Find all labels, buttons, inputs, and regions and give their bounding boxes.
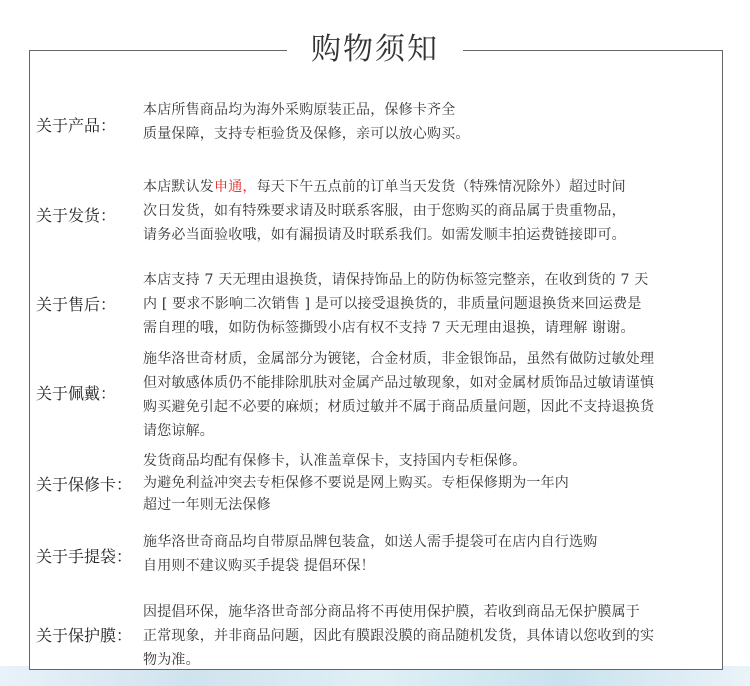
- body-line: [143, 175, 718, 199]
- body-line: 购买避免引起不必要的麻烦；材质过敏并不属于商品质量问题，因此不支持退换货: [143, 399, 655, 415]
- body-text: 本店默认发: [143, 179, 214, 195]
- section-label: 关于保护膜：: [36, 626, 133, 645]
- body-line: 物为准。: [143, 652, 200, 668]
- body-line: 超过一年则无法保修: [143, 497, 271, 513]
- section-body: [143, 600, 718, 672]
- section-label: 关于保修卡：: [36, 475, 133, 494]
- body-line: 请您谅解。: [143, 423, 214, 439]
- body-line: 施华洛世奇商品均自带原品牌包装盒，如送人需手提袋可在店内自行选购: [143, 534, 598, 550]
- section-label: 关于发货：: [36, 206, 117, 225]
- body-line: 请务必当面验收哦，如有漏损请及时联系我们。如需发顺丰拍运费链接即可。: [143, 227, 626, 243]
- section-body: [143, 268, 718, 340]
- body-line: 但对敏感体质仍不能排除肌肤对金属产品过敏现象，如对金属材质饰品过敏请谨慎: [143, 375, 655, 391]
- section-label: 关于产品：: [36, 116, 117, 135]
- body-line: 质量保障，支持专柜验货及保修，亲可以放心购买。: [143, 126, 470, 142]
- courier-highlight: 申通，: [214, 179, 257, 195]
- body-line: 施华洛世奇材质，金属部分为镀铑，合金材质，非金银饰品，虽然有做防过敏处理: [143, 351, 655, 367]
- section-body: [143, 98, 718, 146]
- body-line: 正常现象，并非商品问题，因此有膜跟没膜的商品随机发货，具体请以您收到的实: [143, 628, 655, 644]
- section-body: [143, 530, 718, 578]
- section-body: [143, 175, 718, 247]
- frame-top-right: [463, 50, 723, 51]
- body-line: 本店支持 7 天无理由退换货，请保持饰品上的防伪标签完整亲，在收到货的 7 天: [143, 272, 649, 288]
- section-label: 关于售后：: [36, 295, 117, 314]
- page-title: 购物须知: [311, 32, 439, 67]
- body-line: 内 [ 要求不影响二次销售 ] 是可以接受退换货的，非质量问题退换货来回运费是: [143, 296, 642, 312]
- section-label: 关于佩戴：: [36, 384, 117, 403]
- body-line: 自用则不建议购买手提袋 提倡环保！: [143, 558, 375, 574]
- body-line: 为避免利益冲突去专柜保修不要说是网上购买。专柜保修期为一年内: [143, 475, 569, 491]
- body-line: 因提倡环保，施华洛世奇部分商品将不再使用保护膜，若收到商品无保护膜属于: [143, 604, 640, 620]
- frame-top-left: [29, 50, 287, 51]
- section-body: [143, 450, 718, 516]
- section-label: 关于手提袋：: [36, 547, 133, 566]
- body-line: 本店所售商品均为海外采购原装正品，保修卡齐全: [143, 102, 456, 118]
- body-line: 需自理的哦，如防伪标签撕毁小店有权不支持 7 天无理由退换，请理解 谢谢。: [143, 320, 635, 336]
- body-line: 发货商品均配有保修卡，认准盖章保卡，支持国内专柜保修。: [143, 453, 527, 469]
- body-text: 每天下午五点前的订单当天发货（特殊情况除外）超过时间: [256, 179, 626, 195]
- section-body: [143, 347, 718, 443]
- body-line: 次日发货，如有特殊要求请及时联系客服，由于您购买的商品属于贵重物品，: [143, 203, 626, 219]
